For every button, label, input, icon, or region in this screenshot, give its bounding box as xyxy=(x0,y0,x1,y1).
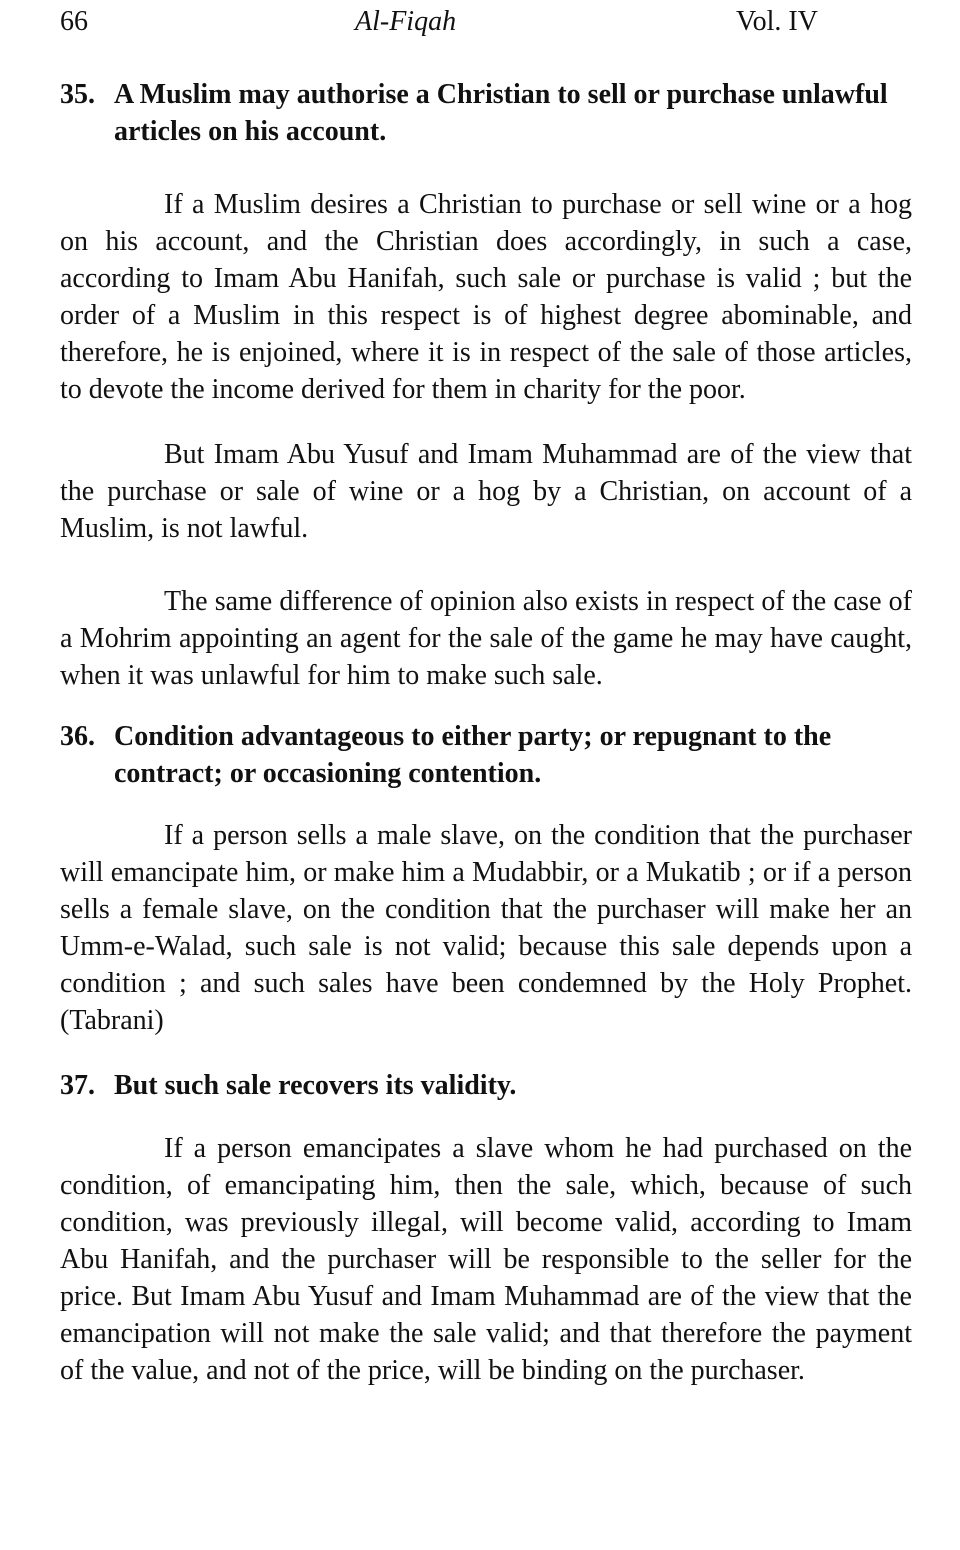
section-35-heading xyxy=(60,76,912,150)
section-title: A Muslim may authorise a Christian to sell or purchase unlawful articles on his account. xyxy=(114,79,888,147)
section-36-paragraph-1: If a person sells a male slave, on the condition that the purchaser will emancipate him, or make him a Mudabbir, or a Mukatib ; or if a person sells a female slave, on the condition that the purchaser will make her an Umm-e-Walad, such sale is not valid; because this sale depends upon a condition ; and such sales have been condemned by the Holy Prophet. (Tabrani) xyxy=(60,820,912,1036)
section-37-heading xyxy=(60,1067,912,1104)
section-36-heading xyxy=(60,718,912,792)
section-35-paragraph-2: But Imam Abu Yusuf and Imam Muhammad are of the view that the purchase or sale of wine or a hog by a Christian, on account of a Muslim, is not lawful. xyxy=(60,439,912,544)
volume-label: Vol. IV xyxy=(736,6,818,37)
section-number: 37. xyxy=(60,1070,95,1101)
section-title: Condition advantageous to either party; or repugnant to the contract; or occasioning contention. xyxy=(114,721,832,789)
book-title: Al-Fiqah xyxy=(355,6,457,37)
section-35-paragraph-3: The same difference of opinion also exists in respect of the case of a Mohrim appointing an agent for the sale of the game he may have caught, when it was unlawful for him to make such sale. xyxy=(60,586,912,691)
section-number: 35. xyxy=(60,79,95,110)
section-35-paragraph-1: If a Muslim desires a Christian to purchase or sell wine or a hog on his account, and the Christian does accordingly, in such a case, according to Imam Abu Hanifah, such sale or purchase is valid ; but the order of a Muslim in this respect is of highest degree abominable, and therefore, he is enjoined, where it is in respect of the sale of those articles, to devote the income derived for them in charity for the poor. xyxy=(60,189,912,405)
page-number: 66 xyxy=(60,6,88,37)
section-title: But such sale recovers its validity. xyxy=(114,1070,517,1101)
section-number: 36. xyxy=(60,721,95,752)
section-37-paragraph-1: If a person emancipates a slave whom he had purchased on the condition, of emancipating him, then the sale, which, because of such condition, was previously illegal, will become valid, according to Imam Abu Hanifah, and the purchaser will be responsible to the seller for the price. But Imam Abu Yusuf and Imam Muhammad are of the view that the emancipation will not make the sale valid; and that therefore the payment of the value, and not of the price, will be binding on the purchaser. xyxy=(60,1133,912,1386)
running-head xyxy=(60,0,912,56)
